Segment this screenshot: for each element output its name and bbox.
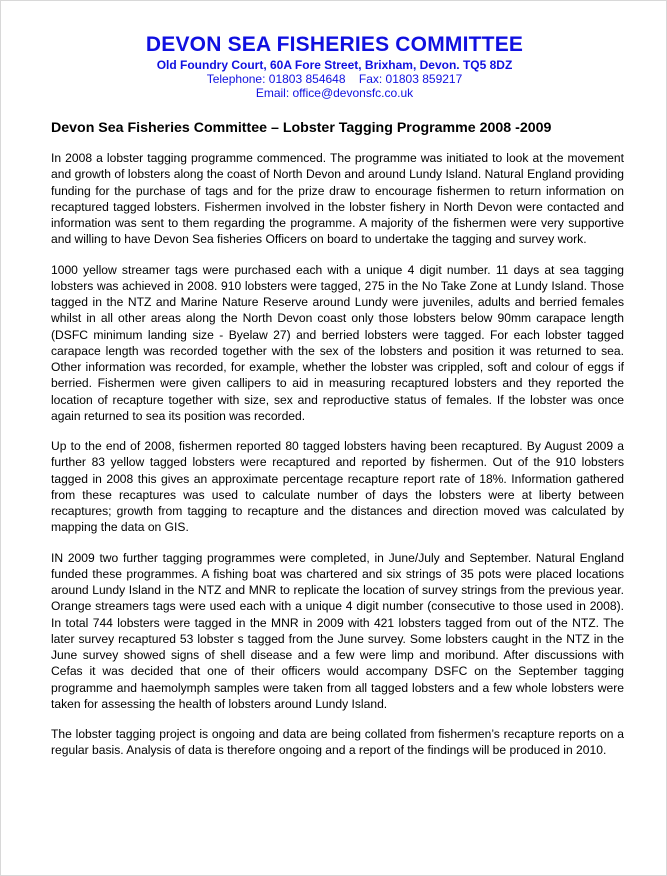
contact-email: Email: office@devonsfc.co.uk	[255, 86, 414, 100]
document-body	[51, 150, 624, 773]
paragraph-recaptures: Up to the end of 2008, fishermen reported 80 tagged lobsters having been recaptured. By August 2009 a further 83 yellow tagged lobsters were recaptured and reported by fishermen. Out of the 910 lobsters tagged in 2008 this gives an approximate percentage recapture report rate of 18%. Information gathered from these recaptures was used to calculate number of days the lobsters were at liberty between recaptures; growth from tagging to recapture and the distances and direction moved was calculated by mapping the data on GIS.	[51, 439, 624, 535]
letterhead	[1, 32, 667, 100]
paragraph-ongoing: The lobster tagging project is ongoing and data are being collated from fishermen’s recapture reports on a regular basis. Analysis of data is therefore ongoing and a report of the findings will be produced in 2010.	[51, 727, 624, 758]
organization-name: DEVON SEA FISHERIES COMMITTEE	[145, 33, 524, 56]
contact-phone-fax	[1, 72, 667, 86]
paragraph-intro: In 2008 a lobster tagging programme commenced. The programme was initiated to look at the movement and growth of lobsters along the coast of North Devon and around Lundy Island. Natural England providing funding for the purchase of tags and for the prize draw to encourage fishermen to return information on recaptured tagged lobsters. Fishermen involved in the lobster fishery in North Devon were contacted and information was sent to them regarding the programme. A majority of the fishermen were very supportive and willing to have Devon Sea fisheries Officers on board to undertake the tagging and survey work.	[51, 151, 624, 247]
telephone: Telephone: 01803 854648	[206, 72, 346, 86]
paragraph-2009-programmes: IN 2009 two further tagging programmes were completed, in June/July and September. Natural England funded these programmes. A fishing boat was chartered and six strings of 35 pots were placed locations around Lundy Island in the NTZ and MNR to replicate the location of survey strings from the previous year. Orange streamers tags were used each with a unique 4 digit number (consecutive to those used in 2008). In total 744 lobsters were tagged in the MNR in 2009 with 421 lobsters tagged from out of the NTZ. The later survey recaptured 53 lobster s tagged from the June survey. Some lobsters caught in the NTZ in the June survey showed signs of shell disease and a few were limp and moribund. After discussions with Cefas it was decided that one of their officers would accompany DSFC on the September tagging programme and haemolymph samples were taken from all tagged lobsters and a few whole lobsters were taken for assessing the health of lobsters around Lundy Island.	[51, 550, 624, 711]
fax: Fax: 01803 859217	[358, 72, 463, 86]
paragraph-2008-tagging: 1000 yellow streamer tags were purchased each with a unique 4 digit number. 11 days at sea tagging lobsters was achieved in 2008. 910 lobsters were tagged, 275 in the No Take Zone at Lundy Island. Those tagged in the NTZ and Marine Nature Reserve around Lundy were juveniles, adults and berried females whilst in all other areas along the North Devon coast only those lobsters below 90mm carapace length (DSFC minimum landing size - Byelaw 27) and berried lobsters were tagged. For each lobster tagged carapace length was recorded together with the sex of the lobsters and position it was returned to sea. Other information was recorded, for example, whether the lobster was crippled, soft and colour of eggs if berried. Fishermen were given callipers to aid in measuring recaptured lobsters and they reported the location of recapture together with size, sex and reproductive status of females. If the lobster was once again returned to sea its position was recorded.	[51, 262, 624, 423]
document-title: Devon Sea Fisheries Committee – Lobster Tagging Programme 2008 -2009	[51, 120, 552, 136]
organization-address: Old Foundry Court, 60A Fore Street, Brixham, Devon. TQ5 8DZ	[156, 58, 513, 72]
